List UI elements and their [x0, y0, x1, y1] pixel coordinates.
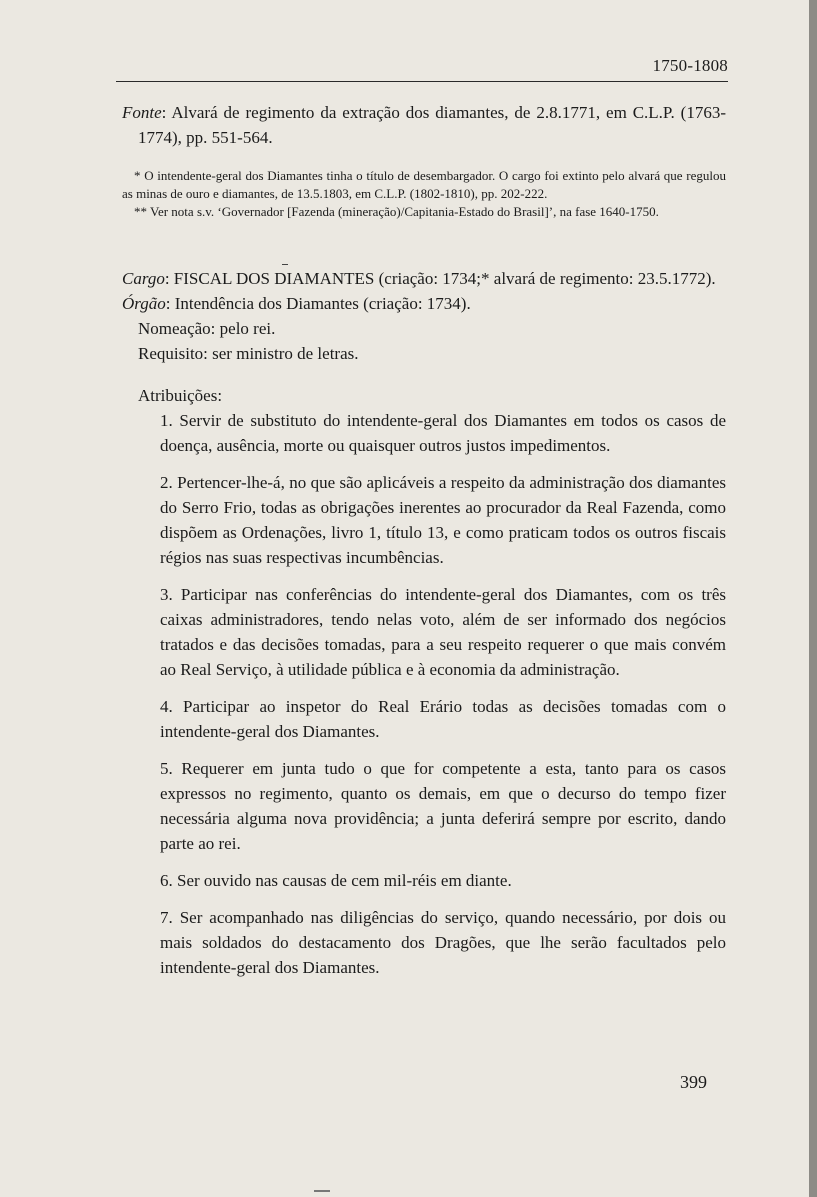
footnotes — [122, 167, 726, 221]
atribuicao-item-5: 5. Requerer em junta tudo o que for competente a esta, tanto para os casos expressos no regimento, quanto os demais, em que o decurso do tempo fizer necessária alguma nova providência; a junta deferirá sempre por escrito, dando parte ao rei. — [160, 759, 726, 853]
page-number: 399 — [680, 1072, 707, 1092]
print-smudge — [314, 1190, 330, 1192]
header-rule — [116, 81, 728, 82]
source-citation — [122, 100, 726, 150]
running-head: 1750-1808 — [652, 56, 728, 75]
cargo-label: Cargo — [122, 269, 165, 288]
source-label: Fonte — [122, 103, 162, 122]
atribuicao-item-3: 3. Participar nas conferências do intendente-geral dos Diamantes, com os três caixas administradores, tendo nelas voto, além de ser informado dos negócios tratados e das decisões tomadas, para a seu respeito requerer o que mais convém ao Real Serviço, à utilidade pública e à economia da administração. — [160, 585, 726, 679]
cargo-text: : FISCAL DOS DIAMANTES (criação: 1734;* alvará de regimento: 23.5.1772). — [164, 269, 716, 288]
page-header — [116, 54, 728, 88]
nomeacao-line: Nomeação: pelo rei. — [138, 319, 276, 338]
orgao-label: Órgão — [122, 294, 166, 313]
atribuicao-item-6: 6. Ser ouvido nas causas de cem mil-réis em diante. — [160, 871, 512, 890]
atribuicao-item-7: 7. Ser acompanhado nas diligências do serviço, quando necessário, por dois ou mais soldados do destacamento dos Dragões, que lhe serão facultados pelo intendente-geral dos Diamantes. — [160, 908, 726, 977]
print-mark — [282, 264, 288, 265]
footnote-2: ** Ver nota s.v. ‘Governador [Fazenda (mineração)/Capitania-Estado do Brasil]’, na fase 1640-1750. — [134, 204, 659, 219]
atribuicao-item-4: 4. Participar ao inspetor do Real Erário todas as decisões tomadas com o intendente-geral dos Diamantes. — [160, 697, 726, 741]
entry-body — [122, 266, 726, 980]
atribuicoes-title: Atribuições: — [138, 386, 223, 405]
orgao-text: : Intendência dos Diamantes (criação: 1734). — [165, 294, 471, 313]
atribuicoes-list — [122, 408, 726, 980]
source-text: : Alvará de regimento da extração dos diamantes, de 2.8.1771, em C.L.P. (1763-1774), pp. 551-564. — [138, 103, 726, 147]
orgao-line — [122, 291, 726, 316]
atribuicao-item-1: 1. Servir de substituto do intendente-geral dos Diamantes em todos os casos de doença, ausência, morte ou quaisquer outros justos impedimentos. — [160, 411, 726, 455]
page-edge-shadow — [809, 0, 817, 1197]
footnote-1: * O intendente-geral dos Diamantes tinha o título de desembargador. O cargo foi extinto pelo alvará que regulou as minas de ouro e diamantes, de 13.5.1803, em C.L.P. (1802-1810), pp. 202-222. — [122, 168, 726, 201]
atribuicao-item-2: 2. Pertencer-lhe-á, no que são aplicáveis a respeito da administração dos diamantes do Serro Frio, todas as obrigações inerentes ao procurador da Real Fazenda, como dispõem as Ordenações, livro 1, título 13, e como praticam todos os outros fiscais régios nas suas respectivas incumbências. — [160, 473, 726, 567]
requisito-line: Requisito: ser ministro de letras. — [138, 344, 359, 363]
page-content — [122, 100, 726, 980]
cargo-line — [122, 266, 726, 291]
